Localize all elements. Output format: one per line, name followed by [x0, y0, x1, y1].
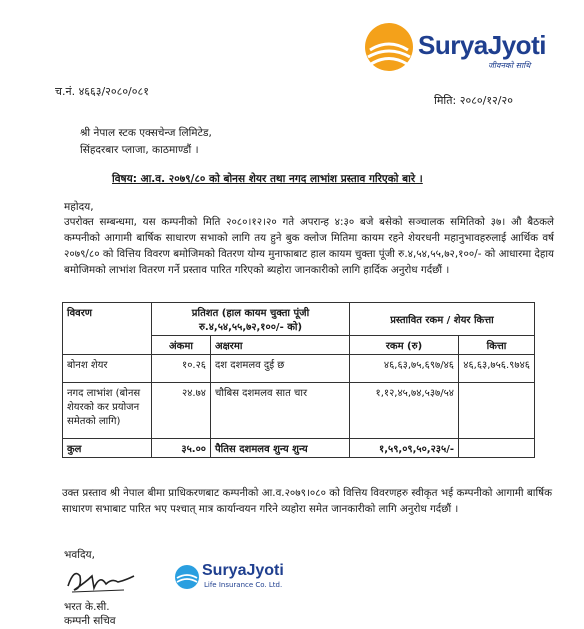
- signatory-title: कम्पनी सचिव: [64, 615, 116, 627]
- total-words: पैतिस दशमलव शुन्य शुन्य: [211, 439, 350, 458]
- sun-logo-icon: [362, 20, 416, 74]
- signatory-name: भरत के.सी.: [64, 601, 110, 613]
- sun-logo-icon: [174, 564, 200, 590]
- row-units: ४६,६३,७५६.९७४६: [459, 355, 535, 383]
- table-subheader-units: कित्ता: [459, 336, 535, 355]
- table-header-item: विवरण: [63, 303, 152, 355]
- body-paragraph-2: उक्त प्रस्ताव श्री नेपाल बीमा प्राधिकरणबाट कम्पनीको आ.व.२०७९।०८० को वित्तिय विवरणहरु स्वीकृत भई कम्पनीको आगामी बार्षिक साधारण सभाबाट पारित भए पश्चात् मात्र कार्यान्वयन गरिने व्यहोरा समेत जानकारीको लागि अनुरोध गर्दछौं ।: [62, 487, 552, 515]
- greeting: महोदय,: [64, 201, 94, 213]
- footer-logo-sub: Life Insurance Co. Ltd.: [204, 581, 283, 589]
- row-amount: १,१२,४५,७४,५३७/५४: [350, 383, 459, 439]
- letter-date: मिति: २०८०/१२/२०: [434, 94, 513, 107]
- row-figures: १०.२६: [152, 355, 211, 383]
- recipient-line-2: सिंहदरबार प्लाजा, काठमाण्डौं ।: [80, 144, 199, 156]
- table-header-amount: प्रस्तावित रकम / शेयर कित्ता: [350, 303, 535, 336]
- recipient-line-1: श्री नेपाल स्टक एक्सचेन्ज लिमिटेड,: [80, 127, 212, 139]
- company-logo-name: SuryaJyoti: [418, 30, 546, 60]
- table-subheader-words: अक्षरमा: [211, 336, 350, 355]
- row-figures: २४.७४: [152, 383, 211, 439]
- row-item: नगद लाभांश (बोनस शेयरको कर प्रयोजन समेतको लागि): [63, 383, 152, 439]
- row-words: चौबिस दशमलव सात चार: [211, 383, 350, 439]
- company-logo-tagline: जीवनको साथि: [488, 61, 531, 70]
- table-total-row: [63, 439, 535, 458]
- signature-image: [64, 562, 144, 596]
- closing: भवदिय,: [64, 549, 95, 561]
- table-subheader-figures: अंकमा: [152, 336, 211, 355]
- table-header-percent: प्रतिशत (हाल कायम चुक्ता पूंजी रु.४,५४,५५,७२,१००/- को): [152, 303, 350, 336]
- letter-subject: विषय: आ.व. २०७९/८० को बोनस शेयर तथा नगद लाभांश प्रस्ताव गरिएको बारे ।: [112, 173, 423, 185]
- table-row: [63, 355, 535, 383]
- row-item: बोनश शेयर: [63, 355, 152, 383]
- body-paragraph-1: उपरोक्त सम्बन्धमा, यस कम्पनीको मिति २०८०।१२।२० गते अपरान्ह ४:३० बजे बसेको सञ्चालक समितिको ३७। औ बैठकले कम्पनीको आगामी बार्षिक साधारण सभाको लागि तय हुने बुक क्लोज मितिमा कायम रहने शेयरधनी महानुभावहरुलाई आर्थिक वर्ष २०७९/८० को वित्तिय विवरण बमोजिमको वितरण योग्य मुनाफाबाट हाल कायम चुक्ता पूंजी रु.४,५४,५५,७२,१००/- को आधारमा देहाय बमोजिमको लाभांश वितरण गर्ने प्रस्ताव पारित गरिएको ब्यहोरा जानकारीको लागि हार्दिक अनुरोध गर्दछौं ।: [64, 216, 554, 276]
- table-subheader-amount: रकम (रु): [350, 336, 459, 355]
- table-header-row: [63, 303, 535, 336]
- company-logo: [360, 18, 575, 76]
- total-figures: ३५.००: [152, 439, 211, 458]
- row-words: दश दशमलव दुई छ: [211, 355, 350, 383]
- row-amount: ४६,६३,७५,६९७/४६: [350, 355, 459, 383]
- total-amount: १,५९,०९,५०,२३५/-: [350, 439, 459, 458]
- table-row: [63, 383, 535, 439]
- footer-logo: [172, 560, 322, 594]
- total-units: [459, 439, 535, 458]
- footer-logo-name: SuryaJyoti: [202, 562, 284, 579]
- reference-number: च.नं. ४६६३/२०८०/०८१: [55, 85, 149, 98]
- dividend-table: [62, 302, 535, 458]
- row-units: [459, 383, 535, 439]
- total-item: कुल: [63, 439, 152, 458]
